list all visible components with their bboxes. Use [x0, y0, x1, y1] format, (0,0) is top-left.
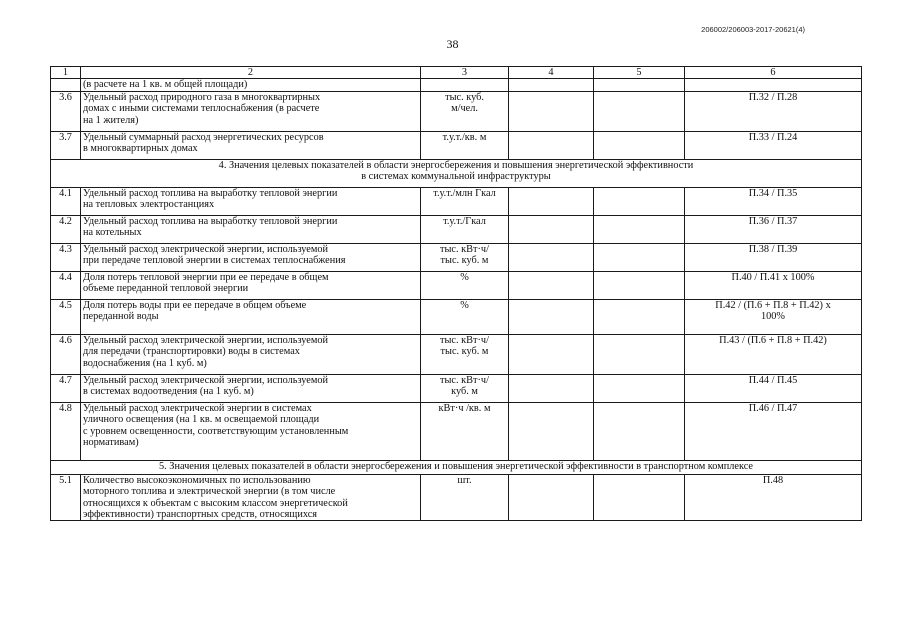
value-cell — [509, 474, 594, 521]
table-row — [51, 187, 862, 215]
value-cell — [509, 215, 594, 243]
table-row — [51, 131, 862, 159]
row-number: 3.6 — [51, 91, 81, 131]
value-cell — [509, 334, 594, 374]
row-number: 4.4 — [51, 271, 81, 299]
value-cell — [594, 131, 685, 159]
section-title: 5. Значения целевых показателей в области энергосбережения и повышения энергетической эффективности в транспортном комплексе — [51, 460, 862, 474]
table-row — [51, 215, 862, 243]
value-cell — [594, 374, 685, 402]
row-number: 4.7 — [51, 374, 81, 402]
indicator-name: (в расчете на 1 кв. м общей площади) — [81, 79, 421, 91]
indicator-name: Удельный расход электрической энергии, используемой для передачи (транспортировки) воды в системах водоснабжения (на 1 куб. м) — [81, 334, 421, 374]
column-header: 6 — [685, 67, 862, 79]
formula-cell: П.48 — [685, 474, 862, 521]
indicator-name: Доля потерь воды при ее передаче в общем объеме переданной воды — [81, 299, 421, 334]
value-cell — [594, 79, 685, 91]
formula-cell — [685, 79, 862, 91]
document-id: 206002/206003-2017-20621(4) — [701, 25, 805, 34]
section-row — [51, 159, 862, 187]
column-header: 4 — [509, 67, 594, 79]
column-header: 3 — [421, 67, 509, 79]
indicator-name: Доля потерь тепловой энергии при ее передаче в общем объеме переданной тепловой энергии — [81, 271, 421, 299]
value-cell — [594, 334, 685, 374]
unit-cell: % — [421, 299, 509, 334]
value-cell — [509, 243, 594, 271]
column-header-row — [51, 67, 862, 79]
formula-cell: П.46 / П.47 — [685, 402, 862, 460]
table-row — [51, 271, 862, 299]
row-number: 5.1 — [51, 474, 81, 521]
value-cell — [509, 402, 594, 460]
table-row — [51, 299, 862, 334]
value-cell — [509, 91, 594, 131]
unit-cell: тыс. куб. м/чел. — [421, 91, 509, 131]
formula-cell: П.44 / П.45 — [685, 374, 862, 402]
unit-cell: т.у.т./кв. м — [421, 131, 509, 159]
indicator-name: Удельный расход природного газа в многоквартирных домах с иными системами теплоснабжения (в расчете на 1 жителя) — [81, 91, 421, 131]
value-cell — [509, 299, 594, 334]
unit-cell: кВт·ч /кв. м — [421, 402, 509, 460]
value-cell — [509, 374, 594, 402]
table-row — [51, 243, 862, 271]
value-cell — [509, 131, 594, 159]
value-cell — [594, 243, 685, 271]
unit-cell: т.у.т./Гкал — [421, 215, 509, 243]
value-cell — [594, 402, 685, 460]
formula-cell: П.34 / П.35 — [685, 187, 862, 215]
indicator-name: Удельный расход электрической энергии, используемой в системах водоотведения (на 1 куб. м) — [81, 374, 421, 402]
formula-cell: П.36 / П.37 — [685, 215, 862, 243]
row-number: 4.1 — [51, 187, 81, 215]
value-cell — [509, 79, 594, 91]
formula-cell: П.40 / П.41 х 100% — [685, 271, 862, 299]
unit-cell — [421, 79, 509, 91]
value-cell — [594, 91, 685, 131]
value-cell — [594, 271, 685, 299]
row-number: 4.5 — [51, 299, 81, 334]
value-cell — [594, 215, 685, 243]
column-header: 2 — [81, 67, 421, 79]
column-header: 5 — [594, 67, 685, 79]
row-number: 3.7 — [51, 131, 81, 159]
indicator-name: Удельный суммарный расход энергетических ресурсов в многоквартирных домах — [81, 131, 421, 159]
unit-cell: тыс. кВт·ч/ тыс. куб. м — [421, 243, 509, 271]
unit-cell: тыс. кВт·ч/ тыс. куб. м — [421, 334, 509, 374]
row-number — [51, 79, 81, 91]
value-cell — [594, 187, 685, 215]
indicator-name: Удельный расход топлива на выработку тепловой энергии на котельных — [81, 215, 421, 243]
formula-cell: П.43 / (П.6 + П.8 + П.42) — [685, 334, 862, 374]
unit-cell: т.у.т./млн Гкал — [421, 187, 509, 215]
row-number: 4.2 — [51, 215, 81, 243]
unit-cell: тыс. кВт·ч/ куб. м — [421, 374, 509, 402]
section-title: 4. Значения целевых показателей в области энергосбережения и повышения энергетической эффективности в системах коммунальной инфраструктуры — [51, 159, 862, 187]
section-row — [51, 460, 862, 474]
value-cell — [594, 299, 685, 334]
row-number: 4.8 — [51, 402, 81, 460]
indicators-table — [50, 66, 862, 521]
indicator-name: Удельный расход топлива на выработку тепловой энергии на тепловых электростанциях — [81, 187, 421, 215]
table-row — [51, 91, 862, 131]
value-cell — [509, 187, 594, 215]
table-row — [51, 334, 862, 374]
value-cell — [509, 271, 594, 299]
row-number: 4.6 — [51, 334, 81, 374]
formula-cell: П.42 / (П.6 + П.8 + П.42) х 100% — [685, 299, 862, 334]
page-number: 38 — [446, 37, 459, 51]
indicator-name: Удельный расход электрической энергии, используемой при передаче тепловой энергии в системах теплоснабжения — [81, 243, 421, 271]
table-row — [51, 79, 862, 91]
value-cell — [594, 474, 685, 521]
column-header: 1 — [51, 67, 81, 79]
formula-cell: П.38 / П.39 — [685, 243, 862, 271]
formula-cell: П.33 / П.24 — [685, 131, 862, 159]
table-row — [51, 474, 862, 521]
unit-cell: шт. — [421, 474, 509, 521]
indicator-name: Удельный расход электрической энергии в системах уличного освещения (на 1 кв. м освещаемой площади с уровнем освещенности, соответствующим установленным нормативам) — [81, 402, 421, 460]
table-row — [51, 402, 862, 460]
formula-cell: П.32 / П.28 — [685, 91, 862, 131]
indicator-name: Количество высокоэкономичных по использованию моторного топлива и электрической энергии (в том числе относящихся к объектам с высоким классом энергетической эффективности) транспортных средств, относящихся — [81, 474, 421, 521]
unit-cell: % — [421, 271, 509, 299]
row-number: 4.3 — [51, 243, 81, 271]
table-row — [51, 374, 862, 402]
